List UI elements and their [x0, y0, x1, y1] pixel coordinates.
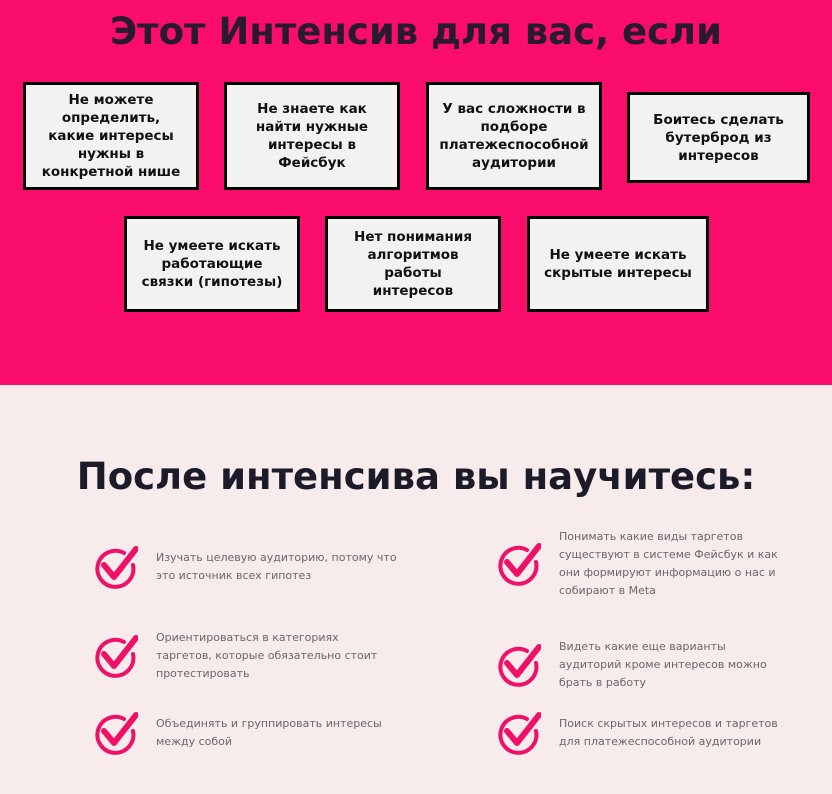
learn-item	[94, 545, 404, 589]
learn-item-text: Видеть какие еще варианты аудиторий кроме интересов можно брать в работу	[559, 640, 767, 689]
pain-card: Не можете определить, какие интересы нужны в конкретной нише	[23, 82, 199, 190]
learn-item-text: Ориентироваться в категориях таргетов, которые обязательно стоит протестировать	[156, 631, 378, 680]
checkmark-circle-icon	[497, 711, 541, 755]
learn-item-text: Поиск скрытых интересов и таргетов для платежеспособной аудитории	[559, 717, 778, 748]
checkmark-circle-icon	[94, 634, 138, 678]
learn-item-text: Изучать целевую аудиторию, потому что это источник всех гипотез	[156, 551, 397, 582]
learn-item	[497, 638, 797, 692]
learn-item	[94, 711, 404, 755]
learn-section-title: После интенсива вы научитесь:	[76, 455, 756, 498]
learn-item	[94, 629, 404, 683]
pain-card: Боитесь сделать бутерброд из интересов	[627, 92, 810, 183]
learn-item	[497, 711, 797, 755]
pain-section-title: Этот Интенсив для вас, если	[109, 10, 723, 53]
pain-card: Не умеете искать скрытые интересы	[527, 216, 709, 312]
learn-item-text: Объединять и группировать интересы между собой	[156, 717, 382, 748]
learn-item	[497, 528, 797, 600]
learn-item-text: Понимать какие виды таргетов существуют в системе Фейсбук и как они формируют информацию о нас и собирают в Meta	[559, 530, 778, 597]
pain-card: Не знаете как найти нужные интересы в Фейсбук	[224, 82, 400, 190]
checkmark-circle-icon	[94, 545, 138, 589]
checkmark-circle-icon	[497, 643, 541, 687]
pain-card: Нет понимания алгоритмов работы интересов	[325, 216, 501, 312]
pain-card: Не умеете искать работающие связки (гипотезы)	[124, 216, 300, 312]
checkmark-circle-icon	[94, 711, 138, 755]
pain-section	[0, 0, 832, 385]
pain-card: У вас сложности в подборе платежеспособной аудитории	[426, 82, 602, 190]
checkmark-circle-icon	[497, 542, 541, 586]
